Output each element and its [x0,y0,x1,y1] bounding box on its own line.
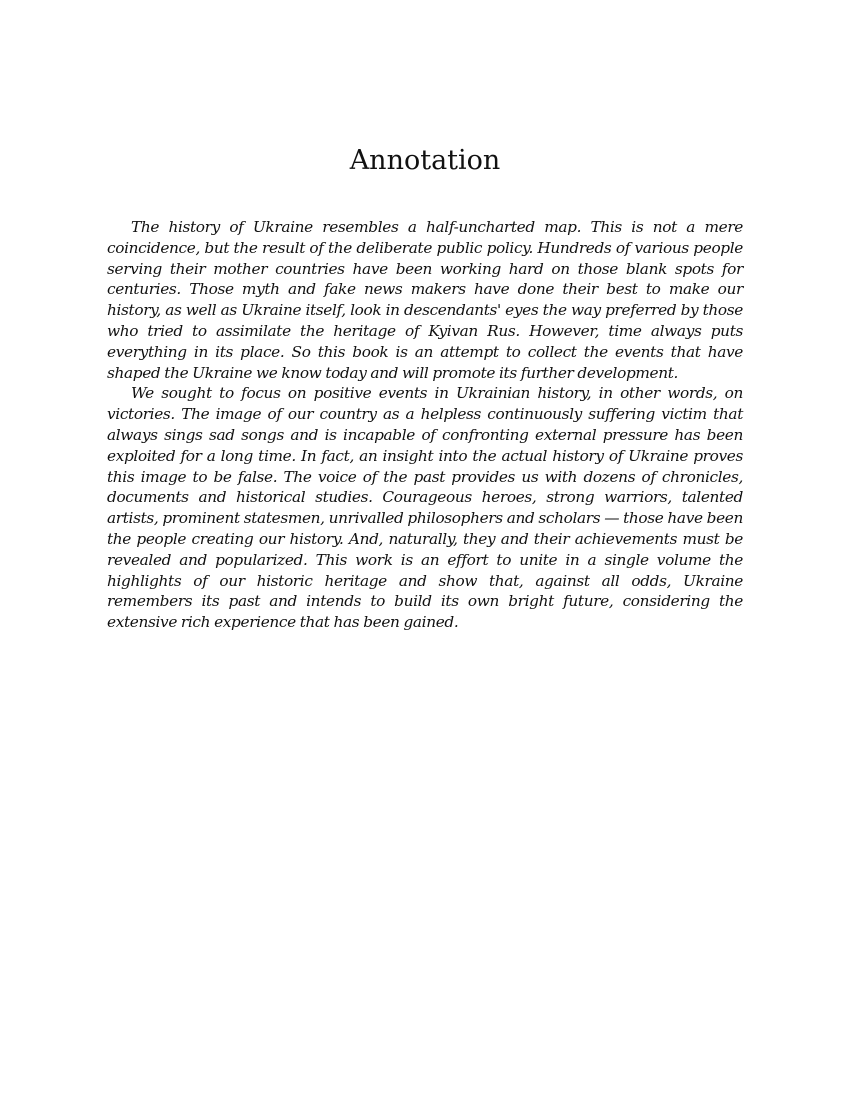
paragraph-2: We sought to focus on positive events in Ukrainian history, in other words, on victories. The image of our country as a helpless continuously suffering victim that always sings sad songs and is incapable of confronting external pressure has been exploited for a long time. In fact, an insight into the actual history of Ukraine proves this image to be false. The voice of the past provides us with dozens of chronicles, documents and historical studies. Courageous heroes, strong warriors, talented artists, prominent statesmen, unrivalled philosophers and scholars — those have been the people creating our history. And, naturally, they and their achievements must be revealed and popularized. This work is an effort to unite in a single volume the highlights of our historic heritage and show that, against all odds, Ukraine remembers its past and intends to build its own bright future, considering the extensive rich experience that has been gained. [107,384,743,632]
annotation-body [107,217,743,633]
page-title: Annotation [349,145,501,176]
paragraph-1: The history of Ukraine resembles a half-uncharted map. This is not a mere coincidence, but the result of the deliberate public policy. Hundreds of various people serving their mother countries have been working hard on those blank spots for centuries. Those myth and fake news makers have done their best to make our history, as well as Ukraine itself, look in descendants' eyes the way preferred by those who tried to assimilate the heritage of Kyivan Rus. However, time always puts everything in its place. So this book is an attempt to collect the events that have shaped the Ukraine we know today and will promote its further development. [107,218,743,382]
